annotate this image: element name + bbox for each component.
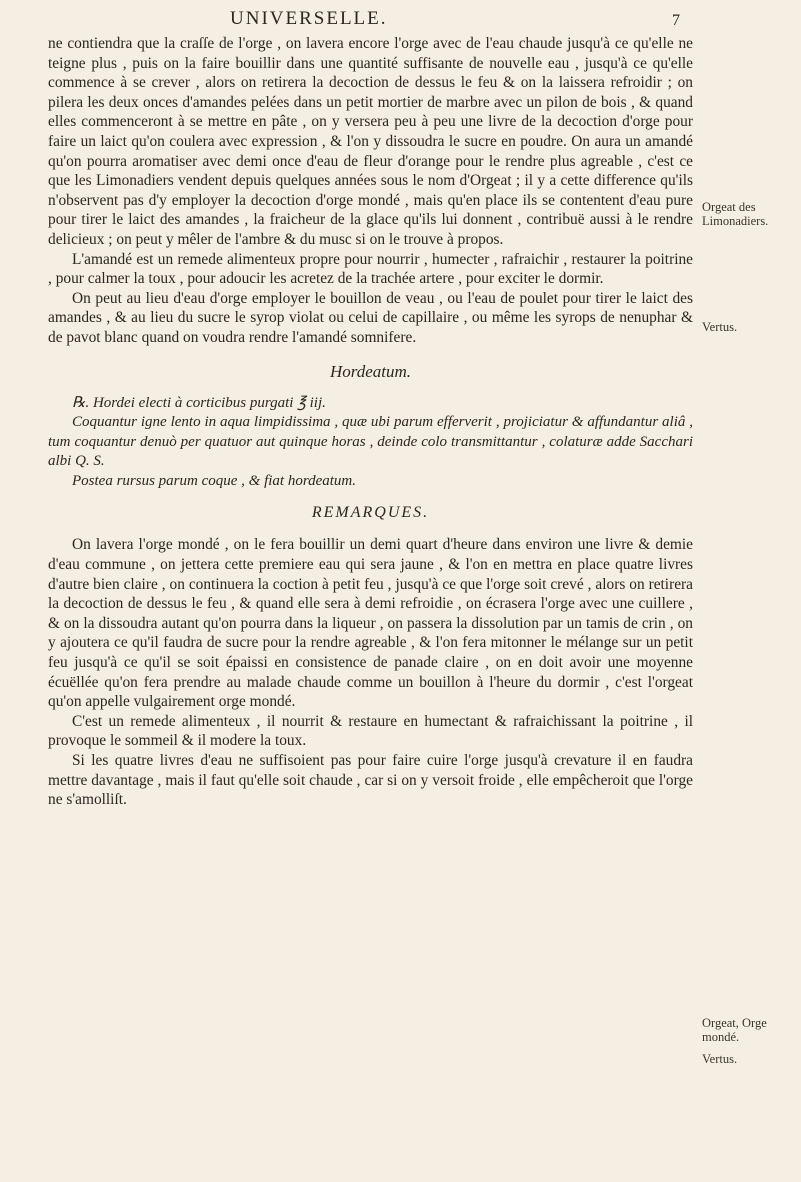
paragraph-remarques-note: Si les quatre livres d'eau ne suffisoient pas pour faire cuire l'orge jusqu'à crevature il en faudra mettre davantage , mais il faut qu'elle soit chaude , car si on y versoit froide , elle empêcheroit que l'orge ne s'amolliſt.: [48, 752, 693, 809]
margin-note-orgeat-limonadiers: Orgeat des Limonadiers.: [702, 200, 769, 228]
latin-recipe-line-3: Postea rursus parum coque , & fiat hordeatum.: [72, 472, 357, 489]
section-title-remarques: REMARQUES.: [311, 504, 430, 522]
margin-note-vertus-2: Vertus.: [702, 1052, 738, 1066]
margin-notes: [702, 0, 801, 1182]
margin-note-vertus-1: Vertus.: [702, 320, 738, 334]
paragraph-remarques-preparation: On lavera l'orge mondé , on le fera bouillir un demi quart d'heure dans environ une livre & demie d'eau commune , on jettera cette premiere eau qui sera jaune , & l'on en mettra en place quatre livres d'autre bien claire , on continuera la coction à petit feu , jusqu'à ce que l'orge soit crevé , alors on retirera la decoction de dessus le feu , & quand elle sera à demi refroidie , on écrasera l'orge avec une cuillere , & on la dissoudra autant qu'on pourra dans la liqueur , on passera la dissolution par un tamis de crin , on y ajoutera ce qu'il faudra de sucre pour la rendre agreable , & l'on fera mitonner le mélange sur un petit feu jusqu'à ce qu'il se soit épaissi en consistence de panade claire , on en doit avoir une moyenne écuëllée qu'on fera prendre au malade chaude comme un bouillon à l'heure du dormir , c'est l'orgeat qu'on appelle vulgairement orge mondé.: [48, 536, 693, 711]
section-title-hordeatum: Hordeatum.: [329, 361, 412, 381]
page-header: [0, 6, 801, 36]
latin-recipe-line-1: ℞. Hordei electi à corticibus purgati ℥ iij.: [72, 394, 326, 411]
body-text: [48, 34, 693, 810]
paragraph-amande-preparation: ne contiendra que la craſſe de l'orge , on lavera encore l'orge avec de l'eau chaude jusqu'à ce qu'elle ne teigne plus , puis on la faire bouillir dans une quantité suffisante de nouvelle eau , jusqu'à ce qu'elle commence à se crever , alors on retirera la decoction de dessus le feu & on la laissera refroidir ; on pilera les deux onces d'amandes pelées dans un petit mortier de marbre avec un pilon de bois , & quand elles commenceront à se mettre en pâte , on y versera peu à peu une livre de la decoction d'orge pour faire un laict qu'on coulera avec expression , & l'on y dissoudra le sucre en poudre. On aura un amandé qu'on pourra aromatiser avec demi once d'eau de fleur d'orange pour le rendre plus agreable , c'est ce que les Limonadiers vendent depuis quelques années sous le nom d'Orgeat ; il y a cette difference qu'ils n'observent pas d'y employer la decoction d'orge mondé , mais qu'en place ils se contentent d'eau pure pour tirer le laict des amandes , la fraicheur de la glace qu'ils lui donnent , contribuë aussi à le rendre delicieux ; on peut y mêler de l'ambre & du musc si on le trouve à propos.: [48, 35, 693, 248]
paragraph-amande-vertus: L'amandé est un remede alimenteux propre pour nourrir , humecter , rafraichir , restaurer la poitrine , pour calmer la toux , pour adoucir les acretez de la trachée artere , pour exciter le dormir.: [48, 250, 693, 288]
running-head: UNIVERSELLE.: [230, 8, 388, 29]
page-number: 7: [672, 12, 680, 29]
paragraph-remarques-vertus: C'est un remede alimenteux , il nourrit & restaure en humectant & rafraichissant la poitrine , il provoque le sommeil & il modere la toux.: [48, 712, 693, 750]
latin-recipe-line-2: Coquantur igne lento in aqua limpidissima , quæ ubi parum efferverit , projiciatur & affundantur aliâ , tum coquantur denuò per quatuor aut quinque horas , deinde colo transmittantur , colaturæ adde Sacchari albi Q. S.: [48, 414, 693, 470]
margin-note-orgeat-orge-monde: Orgeat, Orge mondé.: [702, 1016, 767, 1044]
paragraph-amande-variantes: On peut au lieu d'eau d'orge employer le bouillon de veau , ou l'eau de poulet pour tirer le laict des amandes , & au lieu du sucre le syrop violat ou celui de capillaire , ou même les syrops de nenuphar & de pavot blanc quand on voudra rendre l'amandé somnifere.: [48, 289, 693, 346]
